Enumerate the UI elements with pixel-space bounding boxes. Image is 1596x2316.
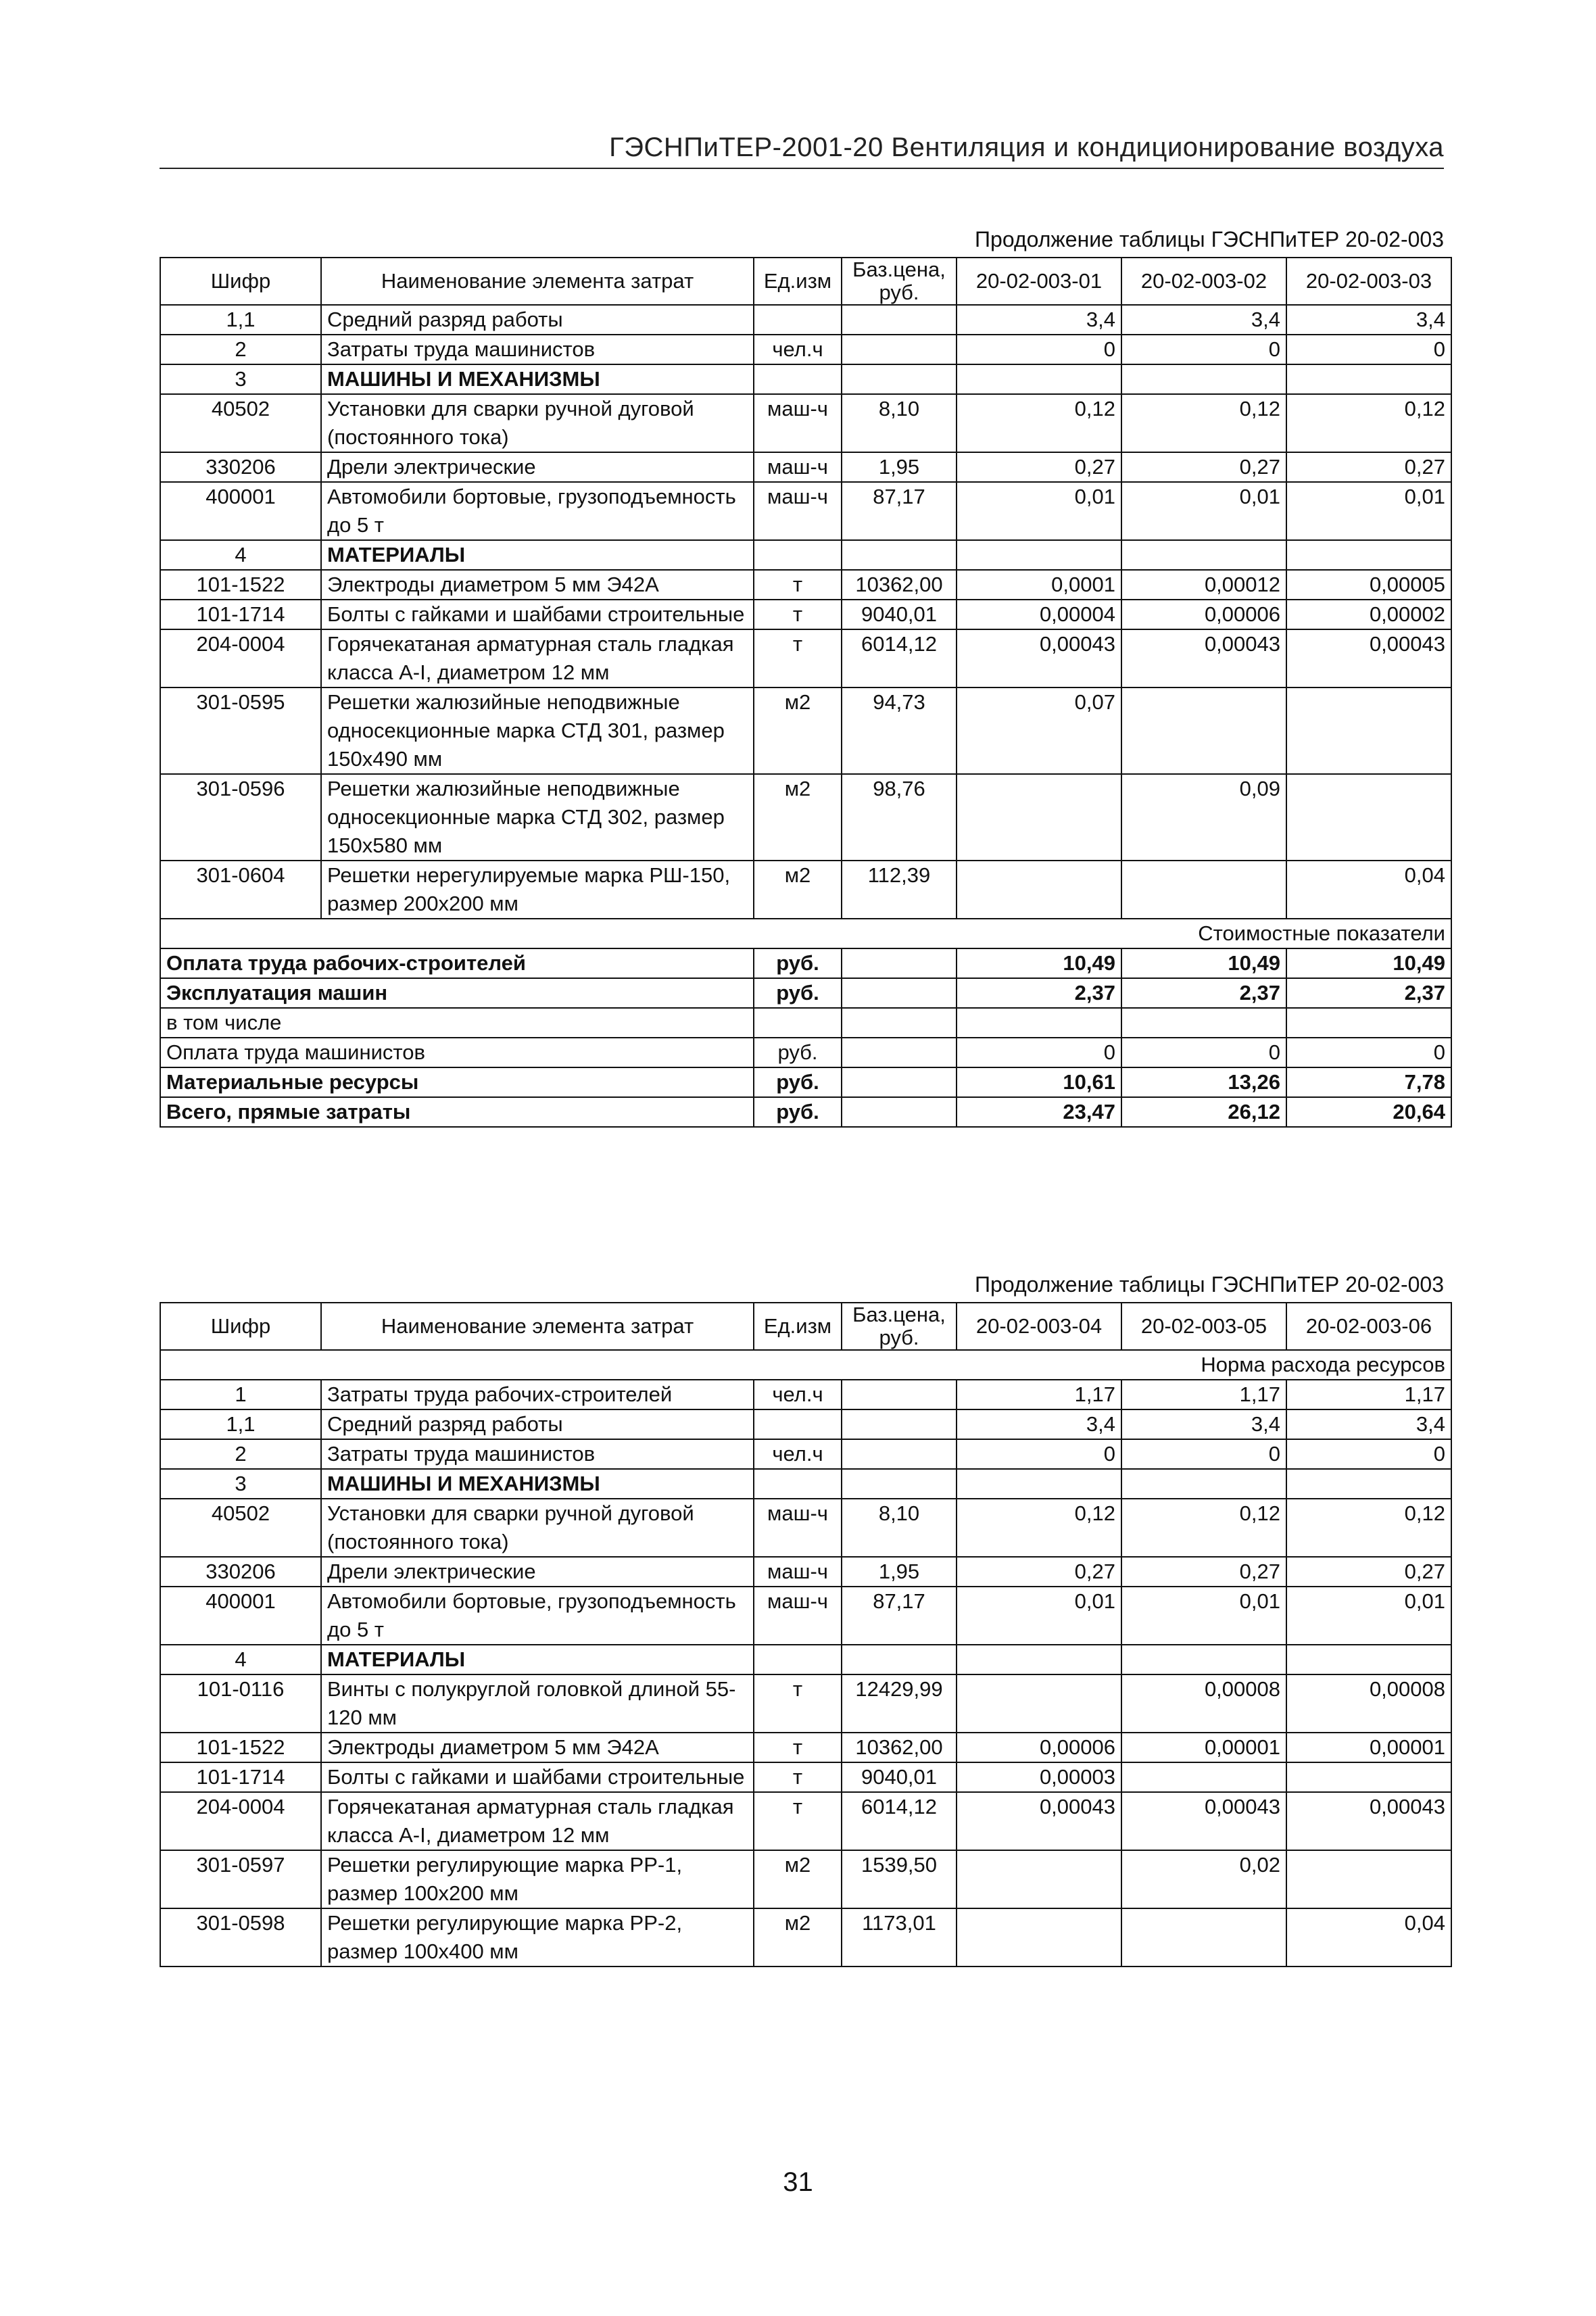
table-row	[160, 364, 1451, 394]
row-code: 3	[160, 364, 321, 394]
cost-name: Оплата труда машинистов	[160, 1038, 754, 1067]
row-code: 204-0004	[160, 629, 321, 687]
row-value-col1: 0,01	[957, 482, 1121, 540]
table-row	[160, 1645, 1451, 1674]
cost-price-empty	[842, 948, 957, 978]
row-value-col1	[957, 774, 1121, 861]
row-value-col2	[1121, 1762, 1286, 1792]
cost-row	[160, 948, 1451, 978]
table-row	[160, 570, 1451, 600]
header-unit: Ед.изм	[754, 1303, 842, 1350]
cost-name: Оплата труда рабочих-строителей	[160, 948, 754, 978]
row-price: 8,10	[842, 394, 957, 452]
table1-header-row	[160, 258, 1451, 305]
row-value-col3	[1286, 1850, 1451, 1908]
row-unit: м2	[754, 1850, 842, 1908]
page-number: 31	[783, 2167, 813, 2197]
row-price: 8,10	[842, 1499, 957, 1557]
table-row	[160, 1850, 1451, 1908]
row-value-col3: 0,12	[1286, 394, 1451, 452]
row-unit	[754, 1645, 842, 1674]
row-code: 330206	[160, 1557, 321, 1587]
row-value-col2: 0,01	[1121, 1587, 1286, 1645]
row-value-col2: 0,09	[1121, 774, 1286, 861]
row-value-col3	[1286, 540, 1451, 570]
cost-price-empty	[842, 978, 957, 1008]
cost-value-col2: 10,49	[1121, 948, 1286, 978]
row-code: 101-0116	[160, 1674, 321, 1733]
row-value-col2: 0	[1121, 335, 1286, 364]
header-col2: 20-02-003-05	[1121, 1303, 1286, 1350]
row-value-col2	[1121, 1908, 1286, 1967]
row-name: Затраты труда рабочих-строителей	[321, 1380, 754, 1409]
cost-value-col1: 10,49	[957, 948, 1121, 978]
row-unit: маш-ч	[754, 482, 842, 540]
row-name: Решетки регулирующие марка РР-2, размер 100х400 мм	[321, 1908, 754, 1967]
row-value-col2	[1121, 364, 1286, 394]
table1-caption: Продолжение таблицы ГЭСНПиТЕР 20-02-003	[975, 227, 1444, 251]
header-code: Шифр	[160, 258, 321, 305]
row-value-col1	[957, 364, 1121, 394]
row-name: Электроды диаметром 5 мм Э42А	[321, 1733, 754, 1762]
row-unit: маш-ч	[754, 452, 842, 482]
cost-value-col3: 7,78	[1286, 1067, 1451, 1097]
row-value-col2	[1121, 687, 1286, 774]
table-row	[160, 1439, 1451, 1469]
cost-unit: руб.	[754, 1038, 842, 1067]
row-value-col3: 0,12	[1286, 1499, 1451, 1557]
row-value-col2: 0,00043	[1121, 1792, 1286, 1850]
row-code: 1	[160, 1380, 321, 1409]
row-value-col2	[1121, 861, 1286, 919]
cost-unit: руб.	[754, 978, 842, 1008]
row-name: Средний разряд работы	[321, 1409, 754, 1439]
row-value-col2: 0,00008	[1121, 1674, 1286, 1733]
cost-value-col3: 0	[1286, 1038, 1451, 1067]
header-col1: 20-02-003-04	[957, 1303, 1121, 1350]
header-code: Шифр	[160, 1303, 321, 1350]
row-value-col1: 0,00004	[957, 600, 1121, 629]
row-unit: м2	[754, 687, 842, 774]
row-value-col3: 3,4	[1286, 1409, 1451, 1439]
row-code: 330206	[160, 452, 321, 482]
row-value-col3: 3,4	[1286, 305, 1451, 335]
norm-band-row	[160, 1350, 1451, 1380]
table-row	[160, 1762, 1451, 1792]
row-value-col1	[957, 1908, 1121, 1967]
row-price: 1539,50	[842, 1850, 957, 1908]
cost-value-col3: 10,49	[1286, 948, 1451, 978]
row-value-col3	[1286, 1645, 1451, 1674]
row-value-col1	[957, 1469, 1121, 1499]
row-value-col1: 0,00006	[957, 1733, 1121, 1762]
table-row	[160, 482, 1451, 540]
table-row	[160, 452, 1451, 482]
cost-name: Материальные ресурсы	[160, 1067, 754, 1097]
row-name: Болты с гайками и шайбами строительные	[321, 600, 754, 629]
row-value-col3: 0,00002	[1286, 600, 1451, 629]
row-price: 6014,12	[842, 629, 957, 687]
row-name: Решетки регулирующие марка РР-1, размер 100х200 мм	[321, 1850, 754, 1908]
cost-value-col3: 2,37	[1286, 978, 1451, 1008]
cost-value-col1: 2,37	[957, 978, 1121, 1008]
row-value-col2	[1121, 540, 1286, 570]
row-value-col2: 3,4	[1121, 305, 1286, 335]
row-value-col1	[957, 540, 1121, 570]
row-value-col3: 0,00043	[1286, 629, 1451, 687]
table-row	[160, 629, 1451, 687]
row-code: 2	[160, 1439, 321, 1469]
row-name: Горячекатаная арматурная сталь гладкая класса А-I, диаметром 12 мм	[321, 629, 754, 687]
table-row	[160, 1733, 1451, 1762]
row-price: 112,39	[842, 861, 957, 919]
row-price	[842, 540, 957, 570]
row-code: 4	[160, 540, 321, 570]
row-name: Решетки нерегулируемые марка РШ-150, размер 200х200 мм	[321, 861, 754, 919]
row-price: 9040,01	[842, 1762, 957, 1792]
cost-unit: руб.	[754, 948, 842, 978]
row-unit	[754, 1409, 842, 1439]
cost-row	[160, 1038, 1451, 1067]
table-row	[160, 861, 1451, 919]
row-name: Автомобили бортовые, грузоподъемность до 5 т	[321, 482, 754, 540]
row-value-col1: 0	[957, 335, 1121, 364]
row-name: МАТЕРИАЛЫ	[321, 540, 754, 570]
table2-header-row	[160, 1303, 1451, 1350]
row-value-col3: 0	[1286, 1439, 1451, 1469]
row-value-col1: 0,01	[957, 1587, 1121, 1645]
row-price	[842, 305, 957, 335]
row-name: Электроды диаметром 5 мм Э42А	[321, 570, 754, 600]
row-value-col3: 0,04	[1286, 1908, 1451, 1967]
table-row	[160, 1557, 1451, 1587]
row-code: 301-0598	[160, 1908, 321, 1967]
cost-value-col1: 10,61	[957, 1067, 1121, 1097]
row-name: МАШИНЫ И МЕХАНИЗМЫ	[321, 1469, 754, 1499]
cost-unit: руб.	[754, 1067, 842, 1097]
row-price	[842, 1645, 957, 1674]
cost-value-col3	[1286, 1008, 1451, 1038]
cost-name: в том числе	[160, 1008, 754, 1038]
row-price	[842, 1380, 957, 1409]
table-row	[160, 335, 1451, 364]
row-code: 101-1714	[160, 1762, 321, 1792]
row-value-col1: 1,17	[957, 1380, 1121, 1409]
cost-name: Эксплуатация машин	[160, 978, 754, 1008]
row-unit: т	[754, 1792, 842, 1850]
row-name: Установки для сварки ручной дуговой (постоянного тока)	[321, 394, 754, 452]
header-price: Баз.цена, руб.	[842, 1303, 957, 1350]
row-name: Средний разряд работы	[321, 305, 754, 335]
row-code: 301-0596	[160, 774, 321, 861]
row-name: Затраты труда машинистов	[321, 1439, 754, 1469]
row-unit: маш-ч	[754, 1557, 842, 1587]
cost-name: Всего, прямые затраты	[160, 1097, 754, 1127]
cost-value-col2: 2,37	[1121, 978, 1286, 1008]
row-unit: м2	[754, 1908, 842, 1967]
row-price: 94,73	[842, 687, 957, 774]
row-code: 301-0604	[160, 861, 321, 919]
row-name: Горячекатаная арматурная сталь гладкая класса А-I, диаметром 12 мм	[321, 1792, 754, 1850]
row-value-col2: 0,02	[1121, 1850, 1286, 1908]
row-value-col3	[1286, 1469, 1451, 1499]
row-value-col3: 0,27	[1286, 452, 1451, 482]
row-unit	[754, 1469, 842, 1499]
table-row	[160, 1469, 1451, 1499]
row-unit: маш-ч	[754, 394, 842, 452]
row-name: Винты с полукруглой головкой длиной 55-120 мм	[321, 1674, 754, 1733]
header-rule	[160, 168, 1444, 169]
row-unit: т	[754, 629, 842, 687]
cost-unit: руб.	[754, 1097, 842, 1127]
cost-row	[160, 978, 1451, 1008]
table-row	[160, 600, 1451, 629]
row-price	[842, 335, 957, 364]
row-code: 400001	[160, 482, 321, 540]
cost-row	[160, 1008, 1451, 1038]
row-value-col3: 1,17	[1286, 1380, 1451, 1409]
row-unit: т	[754, 1733, 842, 1762]
cost-value-col1: 0	[957, 1038, 1121, 1067]
row-name: Дрели электрические	[321, 452, 754, 482]
header-name: Наименование элемента затрат	[321, 1303, 754, 1350]
table-row	[160, 1499, 1451, 1557]
row-value-col3: 0,00008	[1286, 1674, 1451, 1733]
table-row	[160, 687, 1451, 774]
row-code: 1,1	[160, 1409, 321, 1439]
row-price: 12429,99	[842, 1674, 957, 1733]
row-unit	[754, 540, 842, 570]
row-price	[842, 1439, 957, 1469]
row-code: 101-1714	[160, 600, 321, 629]
row-code: 101-1522	[160, 570, 321, 600]
row-price	[842, 1469, 957, 1499]
row-name: Решетки жалюзийные неподвижные односекционные марка СТД 301, размер 150х490 мм	[321, 687, 754, 774]
row-price: 6014,12	[842, 1792, 957, 1850]
header-unit: Ед.изм	[754, 258, 842, 305]
row-unit	[754, 364, 842, 394]
row-price: 1,95	[842, 1557, 957, 1587]
row-value-col2	[1121, 1645, 1286, 1674]
row-price: 10362,00	[842, 1733, 957, 1762]
cost-price-empty	[842, 1067, 957, 1097]
row-value-col2: 0,12	[1121, 1499, 1286, 1557]
row-name: МАШИНЫ И МЕХАНИЗМЫ	[321, 364, 754, 394]
row-value-col1	[957, 861, 1121, 919]
row-unit: т	[754, 600, 842, 629]
row-value-col3	[1286, 774, 1451, 861]
cost-value-col2: 26,12	[1121, 1097, 1286, 1127]
header-col3: 20-02-003-03	[1286, 258, 1451, 305]
cost-unit	[754, 1008, 842, 1038]
table-row	[160, 1587, 1451, 1645]
row-value-col3: 0,00001	[1286, 1733, 1451, 1762]
row-price: 1173,01	[842, 1908, 957, 1967]
table-row	[160, 540, 1451, 570]
row-value-col1: 0,07	[957, 687, 1121, 774]
row-code: 204-0004	[160, 1792, 321, 1850]
row-name: Автомобили бортовые, грузоподъемность до 5 т	[321, 1587, 754, 1645]
row-value-col3: 0	[1286, 335, 1451, 364]
cost-value-col2	[1121, 1008, 1286, 1038]
row-value-col1: 0,00043	[957, 1792, 1121, 1850]
row-price	[842, 364, 957, 394]
table-row	[160, 1674, 1451, 1733]
row-price: 9040,01	[842, 600, 957, 629]
row-unit: м2	[754, 861, 842, 919]
row-value-col3: 0,04	[1286, 861, 1451, 919]
header-col3: 20-02-003-06	[1286, 1303, 1451, 1350]
row-unit: маш-ч	[754, 1499, 842, 1557]
row-code: 301-0595	[160, 687, 321, 774]
table-row	[160, 774, 1451, 861]
table1	[160, 257, 1452, 1128]
row-unit: т	[754, 1762, 842, 1792]
table-row	[160, 1908, 1451, 1967]
row-price: 10362,00	[842, 570, 957, 600]
cost-price-empty	[842, 1038, 957, 1067]
row-value-col1	[957, 1850, 1121, 1908]
row-unit: чел.ч	[754, 1439, 842, 1469]
row-value-col2: 0,27	[1121, 1557, 1286, 1587]
row-value-col1: 0,12	[957, 1499, 1121, 1557]
row-value-col3	[1286, 364, 1451, 394]
row-name: Установки для сварки ручной дуговой (постоянного тока)	[321, 1499, 754, 1557]
row-code: 101-1522	[160, 1733, 321, 1762]
row-value-col3	[1286, 687, 1451, 774]
row-price: 87,17	[842, 482, 957, 540]
cost-value-col1: 23,47	[957, 1097, 1121, 1127]
norm-band: Норма расхода ресурсов	[160, 1350, 1451, 1380]
row-value-col2: 0,27	[1121, 452, 1286, 482]
row-value-col1: 0,12	[957, 394, 1121, 452]
row-value-col2: 1,17	[1121, 1380, 1286, 1409]
row-name: Болты с гайками и шайбами строительные	[321, 1762, 754, 1792]
row-unit	[754, 305, 842, 335]
row-value-col2	[1121, 1469, 1286, 1499]
row-value-col2: 0,00012	[1121, 570, 1286, 600]
cost-band: Стоимостные показатели	[160, 919, 1451, 948]
table-row	[160, 1380, 1451, 1409]
cost-price-empty	[842, 1097, 957, 1127]
row-code: 40502	[160, 1499, 321, 1557]
row-value-col1: 0,27	[957, 1557, 1121, 1587]
cost-price-empty	[842, 1008, 957, 1038]
row-value-col1: 0,0001	[957, 570, 1121, 600]
table2	[160, 1302, 1452, 1967]
row-price: 87,17	[842, 1587, 957, 1645]
cost-band-row	[160, 919, 1451, 948]
row-unit: чел.ч	[754, 335, 842, 364]
row-unit: чел.ч	[754, 1380, 842, 1409]
row-name: Затраты труда машинистов	[321, 335, 754, 364]
cost-row	[160, 1097, 1451, 1127]
table-row	[160, 305, 1451, 335]
row-name: Дрели электрические	[321, 1557, 754, 1587]
row-value-col3: 0,01	[1286, 1587, 1451, 1645]
row-value-col1: 0,27	[957, 452, 1121, 482]
cost-value-col2: 0	[1121, 1038, 1286, 1067]
row-unit: т	[754, 570, 842, 600]
row-value-col1	[957, 1645, 1121, 1674]
row-price: 98,76	[842, 774, 957, 861]
row-value-col3	[1286, 1762, 1451, 1792]
row-value-col3: 0,00005	[1286, 570, 1451, 600]
row-value-col2: 0,00043	[1121, 629, 1286, 687]
row-price: 1,95	[842, 452, 957, 482]
row-code: 1,1	[160, 305, 321, 335]
cost-value-col3: 20,64	[1286, 1097, 1451, 1127]
header-price: Баз.цена, руб.	[842, 258, 957, 305]
row-unit: маш-ч	[754, 1587, 842, 1645]
row-value-col2: 0,01	[1121, 482, 1286, 540]
table-row	[160, 1792, 1451, 1850]
row-code: 301-0597	[160, 1850, 321, 1908]
row-value-col1: 0	[957, 1439, 1121, 1469]
row-code: 2	[160, 335, 321, 364]
table-row	[160, 1409, 1451, 1439]
row-value-col2: 0,00006	[1121, 600, 1286, 629]
row-value-col1: 3,4	[957, 1409, 1121, 1439]
header-col1: 20-02-003-01	[957, 258, 1121, 305]
row-value-col1: 3,4	[957, 305, 1121, 335]
row-unit: м2	[754, 774, 842, 861]
row-value-col2: 3,4	[1121, 1409, 1286, 1439]
row-value-col3: 0,00043	[1286, 1792, 1451, 1850]
header-col2: 20-02-003-02	[1121, 258, 1286, 305]
cost-value-col1	[957, 1008, 1121, 1038]
table-row	[160, 394, 1451, 452]
row-code: 400001	[160, 1587, 321, 1645]
row-name: МАТЕРИАЛЫ	[321, 1645, 754, 1674]
running-header: ГЭСНПиТЕР-2001-20 Вентиляция и кондиционирование воздуха	[609, 132, 1444, 162]
row-value-col3: 0,27	[1286, 1557, 1451, 1587]
cost-row	[160, 1067, 1451, 1097]
row-code: 40502	[160, 394, 321, 452]
row-value-col1: 0,00043	[957, 629, 1121, 687]
row-value-col2: 0,12	[1121, 394, 1286, 452]
row-price	[842, 1409, 957, 1439]
row-unit: т	[754, 1674, 842, 1733]
table2-caption: Продолжение таблицы ГЭСНПиТЕР 20-02-003	[975, 1272, 1444, 1297]
row-name: Решетки жалюзийные неподвижные односекционные марка СТД 302, размер 150х580 мм	[321, 774, 754, 861]
row-code: 3	[160, 1469, 321, 1499]
row-value-col1: 0,00003	[957, 1762, 1121, 1792]
row-code: 4	[160, 1645, 321, 1674]
row-value-col1	[957, 1674, 1121, 1733]
header-name: Наименование элемента затрат	[321, 258, 754, 305]
cost-value-col2: 13,26	[1121, 1067, 1286, 1097]
row-value-col2: 0	[1121, 1439, 1286, 1469]
row-value-col3: 0,01	[1286, 482, 1451, 540]
row-value-col2: 0,00001	[1121, 1733, 1286, 1762]
